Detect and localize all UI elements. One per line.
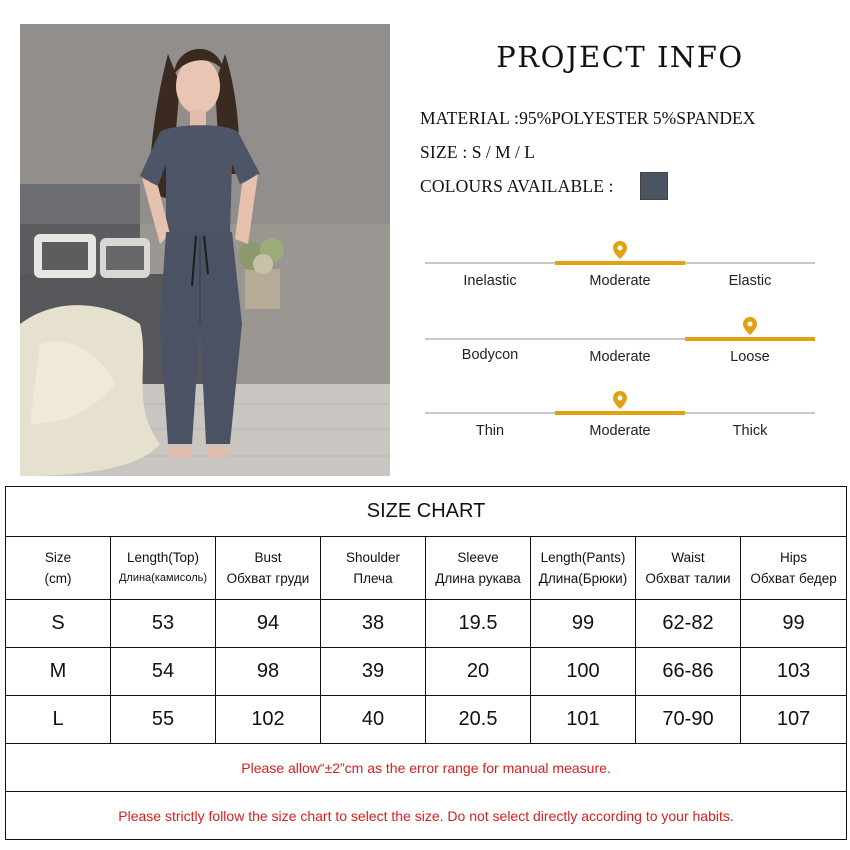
thickness-scale [425, 396, 815, 456]
scale-label-left: Bodycon [461, 347, 519, 363]
header-size [6, 537, 111, 600]
colours-label: COLOURS AVAILABLE : [420, 176, 614, 196]
size-chart-table [5, 486, 847, 840]
waist-cell: 66-86 [636, 648, 741, 696]
header-ru: Длина(Брюки) [538, 571, 628, 586]
length-top-cell: 54 [111, 648, 216, 696]
scale-label-right: Elastic [728, 273, 772, 289]
header-waist [636, 537, 741, 600]
size-chart-header-row [6, 537, 847, 600]
shoulder-cell: 40 [321, 696, 426, 744]
model-illustration [20, 24, 390, 476]
size-chart-title-row [6, 487, 847, 537]
elasticity-scale [425, 246, 815, 306]
size-cell: M [6, 648, 111, 696]
scale-label-middle: Moderate [589, 349, 651, 365]
header-length-top [111, 537, 216, 600]
length-pants-cell: 99 [531, 600, 636, 648]
location-pin-icon [613, 391, 627, 409]
table-row [6, 648, 847, 696]
material-label: MATERIAL : [420, 108, 520, 128]
header-en: Waist [671, 550, 705, 565]
header-en: Shoulder [345, 550, 401, 565]
material-value: 95%POLYESTER 5%SPANDEX [519, 108, 756, 128]
header-en: Bust [254, 550, 282, 565]
size-line [420, 142, 535, 163]
colours-line [420, 176, 614, 197]
scale-label-left: Inelastic [463, 273, 517, 289]
header-ru: Обхват бедер [750, 571, 837, 586]
header-en: Length(Top) [126, 550, 200, 565]
sleeve-cell: 20 [426, 648, 531, 696]
scale-label-left: Thin [475, 423, 505, 439]
fit-scale [425, 322, 815, 382]
header-bust [216, 537, 321, 600]
location-pin-icon [743, 317, 757, 335]
size-cell: L [6, 696, 111, 744]
follow-note-row [6, 792, 847, 840]
colour-swatch-grey-blue[interactable] [640, 172, 668, 200]
scale-highlight [685, 337, 815, 341]
header-ru: Обхват талии [645, 571, 731, 586]
header-sleeve [426, 537, 531, 600]
shoulder-cell: 39 [321, 648, 426, 696]
length-pants-cell: 100 [531, 648, 636, 696]
sleeve-cell: 20.5 [426, 696, 531, 744]
scale-label-right: Loose [730, 349, 770, 365]
header-ru: Длина(камисоль) [118, 572, 208, 584]
size-cell: S [6, 600, 111, 648]
size-label: SIZE : [420, 142, 468, 162]
header-hips [741, 537, 847, 600]
length-pants-cell: 101 [531, 696, 636, 744]
product-photo [20, 24, 390, 476]
header-ru: Длина рукава [435, 571, 521, 586]
header-ru: Плеча [353, 571, 393, 586]
error-note-row [6, 744, 847, 792]
error-range-note: Please allow“±2”cm as the error range for manual measure. [6, 744, 847, 792]
size-chart-title: SIZE CHART [6, 487, 847, 537]
hips-cell: 103 [741, 648, 847, 696]
waist-cell: 70-90 [636, 696, 741, 744]
bust-cell: 102 [216, 696, 321, 744]
header-ru: (cm) [44, 571, 72, 586]
header-shoulder [321, 537, 426, 600]
scale-highlight [555, 411, 685, 415]
header-en: Hips [780, 550, 808, 565]
size-value: S / M / L [471, 142, 535, 162]
bust-cell: 98 [216, 648, 321, 696]
scale-label-middle: Moderate [589, 273, 651, 289]
follow-size-chart-note: Please strictly follow the size chart to select the size. Do not select directly according to your habits. [6, 792, 847, 840]
location-pin-icon [613, 241, 627, 259]
header-en: Size [44, 550, 72, 565]
sleeve-cell: 19.5 [426, 600, 531, 648]
length-top-cell: 53 [111, 600, 216, 648]
scale-label-middle: Moderate [589, 423, 651, 439]
header-length-pants [531, 537, 636, 600]
length-top-cell: 55 [111, 696, 216, 744]
header-en: Sleeve [457, 550, 499, 565]
scale-label-right: Thick [732, 423, 768, 439]
header-ru: Обхват груди [226, 571, 310, 586]
table-row [6, 696, 847, 744]
bust-cell: 94 [216, 600, 321, 648]
hips-cell: 107 [741, 696, 847, 744]
hips-cell: 99 [741, 600, 847, 648]
project-info-title: PROJECT INFO [496, 40, 744, 74]
shoulder-cell: 38 [321, 600, 426, 648]
material-line [420, 108, 755, 129]
scale-highlight [555, 261, 685, 265]
header-en: Length(Pants) [540, 550, 626, 565]
table-row [6, 600, 847, 648]
waist-cell: 62-82 [636, 600, 741, 648]
